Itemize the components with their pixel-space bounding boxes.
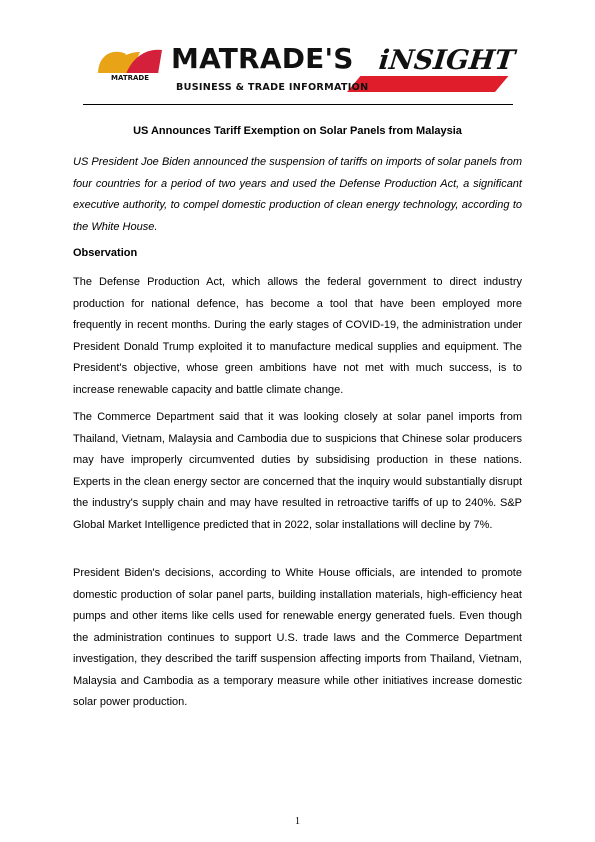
article-paragraph: The Commerce Department said that it was looking closely at solar panel imports from Thailand, Vietnam, Malaysia and Cambodia due to suspicions that Chinese solar producers may have improperly circumvented duties by subsidising production in these nations. Experts in the clean energy sector are concerned that the inquiry would substantially disrupt the industry's supply chain and may have resulted in retroactive tariffs of up to 240%. S&P Global Market Intelligence predicted that in 2022, solar installations will decline by 7%.	[73, 411, 522, 531]
article-paragraph: The Defense Production Act, which allows the federal government to direct industry production for national defence, has become a tool that have been employed more frequently in recent months. During the early stages of COVID-19, the administration under President Donald Trump exploited it to manufacture medical supplies and equipment. The President's objective, whose green ambitions have not met with much success, is to increase renewable capacity and battle climate change.	[73, 276, 522, 396]
logo-script-title: iNSIGHT	[377, 45, 517, 76]
logo-brand-text: MATRADE	[110, 74, 150, 82]
article-lead: US President Joe Biden announced the suspension of tariffs on imports of solar panels from four countries for a period of two years and used the Defense Production Act, a significant executive authority, to compel domestic production of clean energy technology, according to the White House.	[73, 156, 522, 233]
header-accent-band	[347, 76, 508, 92]
page-number: 1	[295, 816, 300, 827]
header-divider	[83, 104, 513, 105]
article-title: US Announces Tariff Exemption on Solar Panels from Malaysia	[133, 125, 462, 137]
logo-title: MATRADE'S	[171, 42, 354, 75]
logo-tagline: BUSINESS & TRADE INFORMATION	[176, 82, 369, 93]
matrade-emblem-icon	[96, 44, 164, 82]
section-heading: Observation	[73, 247, 138, 259]
article-paragraph: President Biden's decisions, according to White House officials, are intended to promote domestic production of solar panel parts, building installation materials, high-efficiency heat pumps and other items like cells used for renewable energy generated fuels. Even though the administration continues to support U.S. trade laws and the Commerce Department investigation, they described the tariff suspension affecting imports from Thailand, Vietnam, Malaysia and Cambodia as a temporary measure while other initiatives increase domestic solar power production.	[73, 567, 522, 708]
